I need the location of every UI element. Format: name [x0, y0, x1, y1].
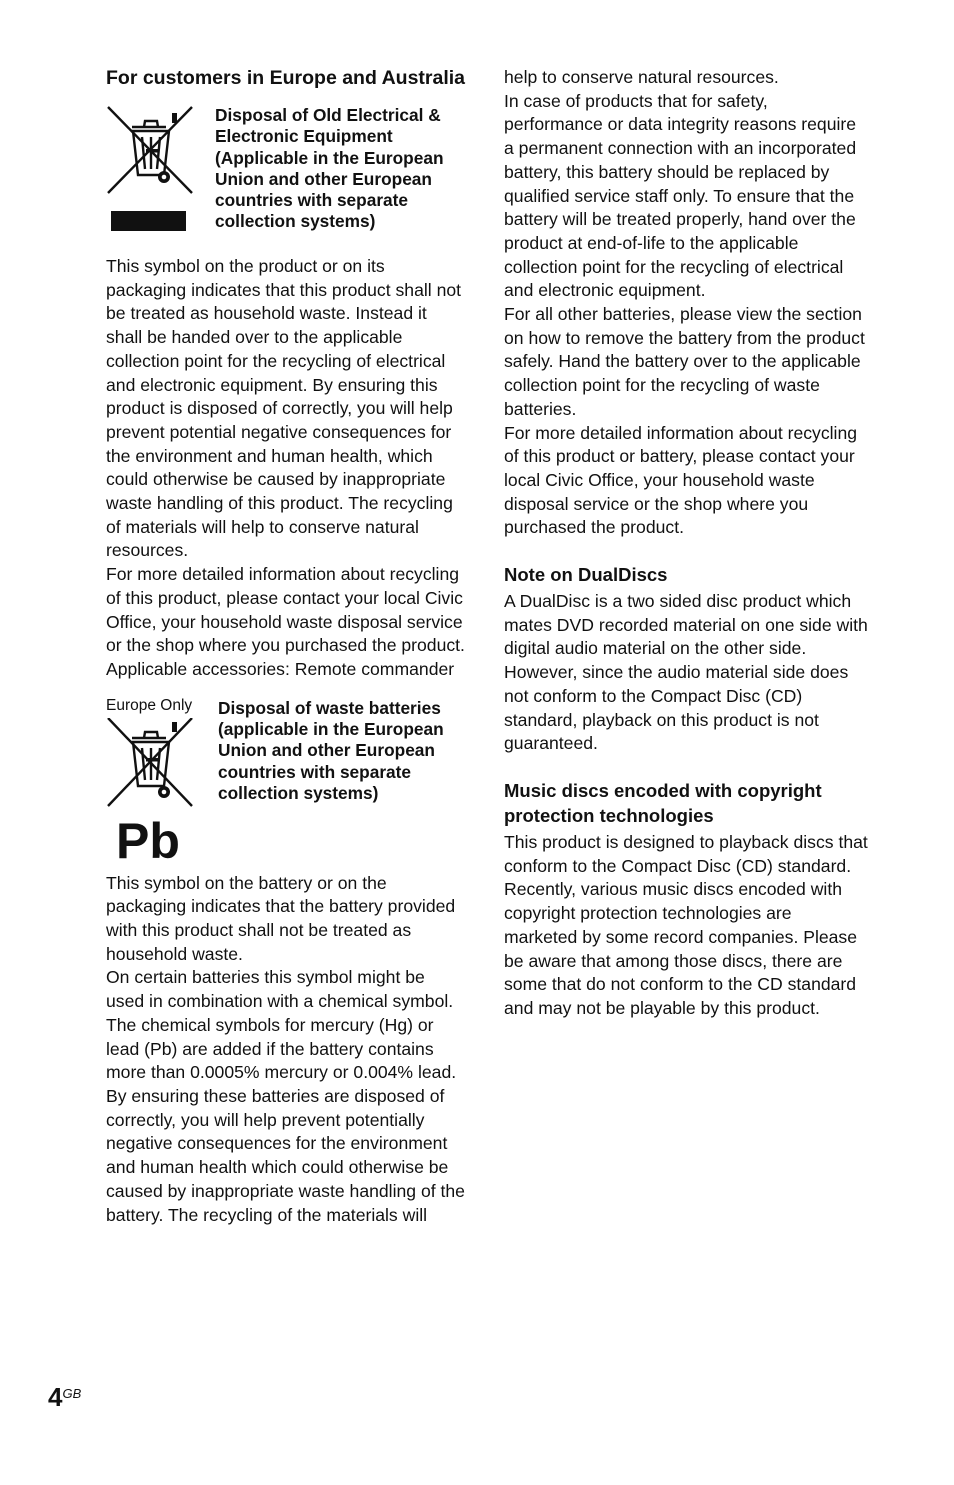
- weee-block: [106, 105, 466, 255]
- dualdisc-heading: Note on DualDiscs: [504, 564, 668, 586]
- battery-title: Disposal of waste batteries (applicable in the European Union and other European countries with separate collection systems): [218, 697, 444, 803]
- page-number: [48, 1382, 81, 1412]
- battery-continued-2: In case of products that for safety, performance or data integrity reasons require a permanent connection with an incorporated battery, this battery should be replaced by qualified service staff only. To ensure that the battery will be treated properly, hand over the product at end-of-life to the applicable collection point for the recycling of electrical and electronic equipment.: [504, 90, 857, 301]
- battery-p3: By ensuring these batteries are disposed of correctly, you will help prevent potentially negative consequences for the environment and human health which could otherwise be caused by inappropriate waste handling of the battery. The recycling of the materials will: [106, 1085, 465, 1225]
- left-column: [106, 66, 466, 1227]
- pb-chemical-symbol: Pb: [116, 812, 180, 866]
- weee-title: Disposal of Old Electrical & Electronic Equipment (Applicable in the European Union and other European countries with separate collection systems): [215, 105, 444, 232]
- battery-block: [106, 696, 466, 872]
- dualdisc-body: A DualDisc is a two sided disc product which mates DVD recorded material on one side with digital audio material on the other side. However, since the audio material side does not conform to the Compact Disc (CD) standard, playback on this product is not guaranteed.: [504, 591, 868, 754]
- crossed-out-wheelie-bin-icon: [106, 105, 196, 235]
- section-heading-europe-australia: For customers in Europe and Australia: [106, 67, 466, 89]
- weee-more-info: For more detailed information about recycling of this product, please contact your local Civic Office, your household waste disposal service or the shop where you purchased the product.: [106, 564, 465, 656]
- music-discs-body: This product is designed to playback discs that conform to the Compact Disc (CD) standard. Recently, various music discs encoded with copyright protection technologies are marketed by some record companies. Please be aware that among those discs, there are some that do not conform to the CD standard and may not be playable by this product.: [504, 831, 868, 1018]
- europe-only-label: Europe Only: [106, 696, 193, 714]
- right-column: [504, 66, 868, 1021]
- weee-body: This symbol on the product or on its packaging indicates that this product shall not be treated as household waste. Instead it shall be handed over to the applicable collection point for the recycling of electrical and electronic equipment. By ensuring this product is disposed of correctly, you will help prevent potential negative consequences for the environment and human health, which could otherwise be caused by inappropriate waste handling of this product. The recycling of materials will help to conserve natural resources.: [106, 256, 462, 561]
- page-number-suffix: GB: [62, 1386, 82, 1401]
- battery-continued-3: For all other batteries, please view the section on how to remove the battery from the product safely. Hand the battery over to the applicable collection point for the recycling of waste batteries.: [504, 304, 865, 419]
- music-discs-heading: Music discs encoded with copyright protection technologies: [504, 779, 822, 826]
- battery-p1: This symbol on the battery or on the packaging indicates that the battery provided with this product shall not be treated as household waste.: [106, 872, 456, 964]
- page-number-value: 4: [48, 1382, 63, 1412]
- battery-p2: On certain batteries this symbol might be used in combination with a chemical symbol. The chemical symbols for mercury (Hg) or lead (Pb) are added if the battery contains more than 0.0005% mercury or 0.004% lead.: [106, 967, 457, 1083]
- weee-applicable-accessories: Applicable accessories: Remote commander: [106, 658, 455, 679]
- battery-continued-4: For more detailed information about recycling of this product or battery, please contact your local Civic Office, your household waste disposal service or the shop where you purchased the product.: [504, 422, 858, 538]
- crossed-out-battery-bin-icon: [106, 718, 196, 866]
- battery-continued-1: help to conserve natural resources.: [504, 67, 779, 87]
